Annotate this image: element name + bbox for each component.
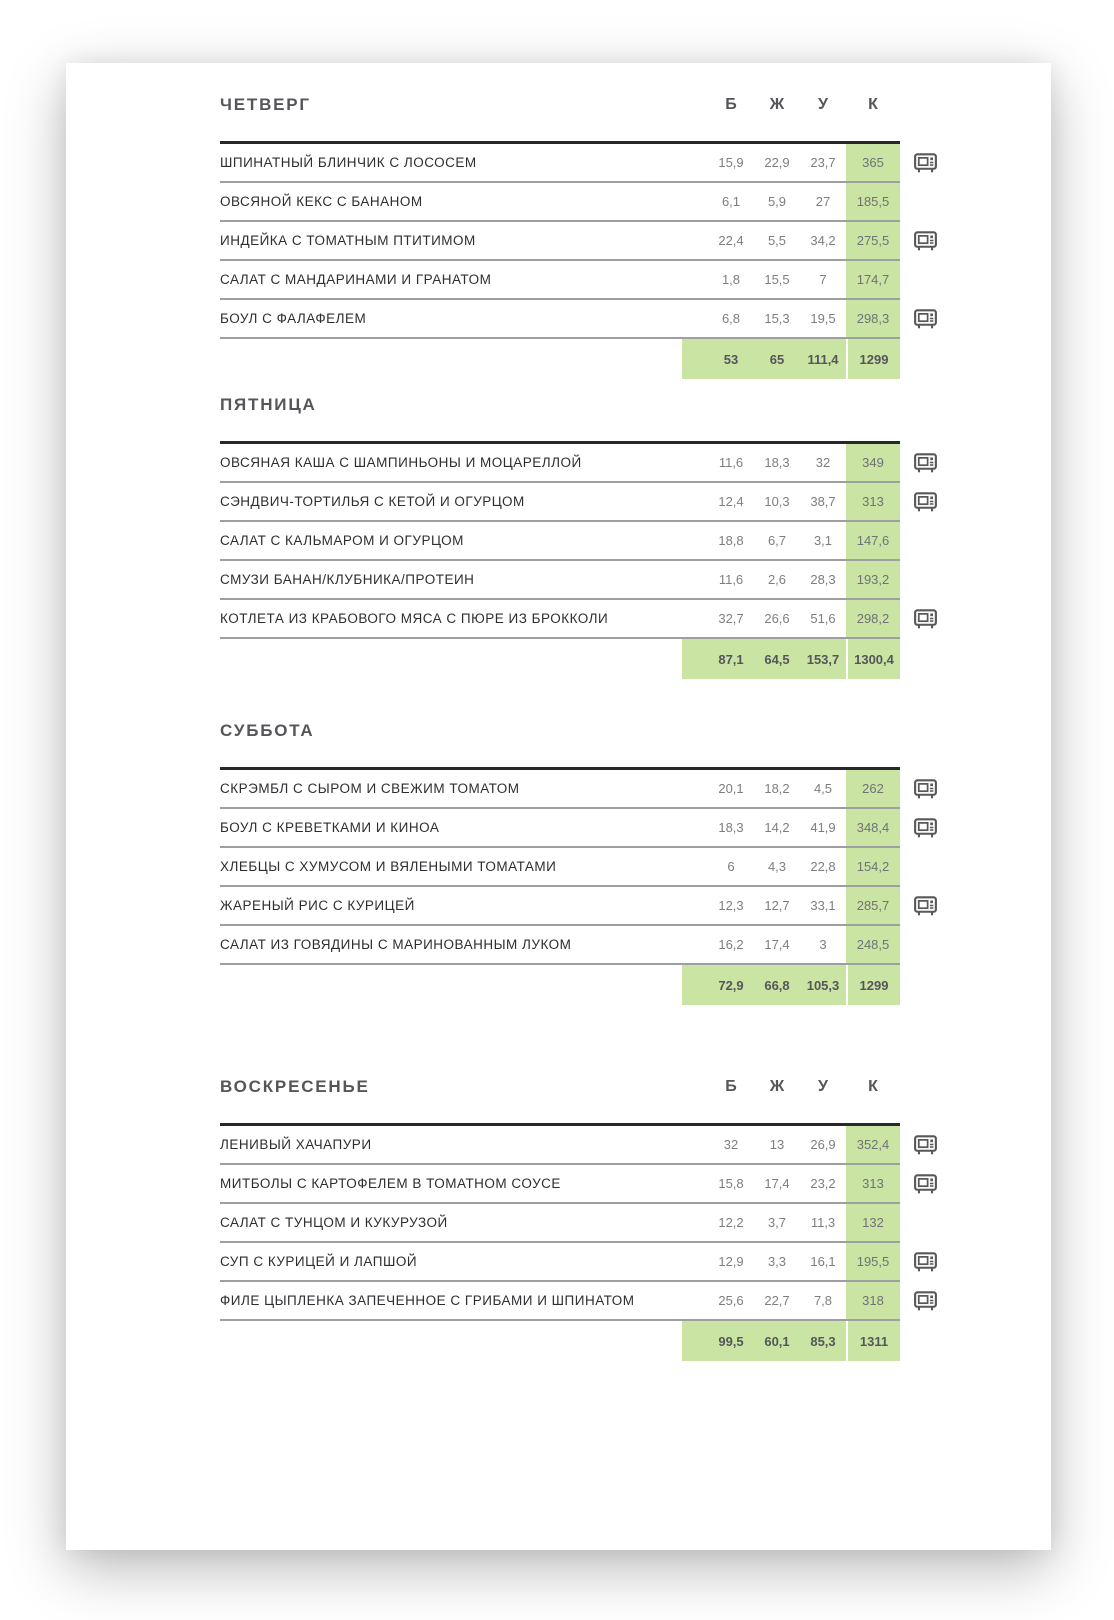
protein-value: 22,4	[718, 233, 744, 248]
calories-value: 147,6	[846, 522, 900, 559]
col-head-fat: Ж	[769, 96, 785, 113]
day-totals-row	[220, 965, 900, 1005]
meal-table	[220, 141, 900, 339]
col-head-fat: Ж	[769, 1078, 785, 1095]
calories-value: 348,4	[846, 809, 900, 846]
dish-name: СУП С КУРИЦЕЙ И ЛАПШОЙ	[220, 1254, 418, 1269]
calories-value: 318	[846, 1282, 900, 1319]
meal-row	[220, 600, 900, 639]
dish-name: БОУЛ С ФАЛАФЕЛЕМ	[220, 311, 367, 326]
carbs-value: 23,7	[810, 155, 836, 170]
calories-value: 174,7	[846, 261, 900, 298]
total-calories: 1311	[848, 1321, 900, 1361]
fat-value: 12,7	[764, 898, 790, 913]
calories-value: 313	[846, 483, 900, 520]
total-protein: 87,1	[718, 651, 744, 667]
dish-name: САЛАТ ИЗ ГОВЯДИНЫ С МАРИНОВАННЫМ ЛУКОМ	[220, 937, 572, 952]
dish-name: ФИЛЕ ЦЫПЛЕНКА ЗАПЕЧЕННОЕ С ГРИБАМИ И ШПИНАТОМ	[220, 1293, 635, 1308]
total-calories: 1299	[848, 965, 900, 1005]
protein-value: 16,2	[718, 937, 744, 952]
fat-value: 5,5	[767, 233, 787, 248]
protein-value: 11,6	[718, 572, 744, 587]
dish-name: КОТЛЕТА ИЗ КРАБОВОГО МЯСА С ПЮРЕ ИЗ БРОККОЛИ	[220, 611, 609, 626]
meal-row	[220, 561, 900, 600]
microwave-icon	[912, 228, 938, 254]
microwave-icon	[912, 815, 938, 841]
sheet-content	[66, 63, 1051, 1361]
fat-value: 17,4	[764, 1176, 790, 1191]
totals-highlight	[682, 339, 846, 379]
meal-row	[220, 300, 900, 339]
meal-table	[220, 767, 900, 965]
fat-value: 4,3	[767, 859, 787, 874]
meal-row	[220, 1126, 900, 1165]
meal-row	[220, 809, 900, 848]
dish-name: СМУЗИ БАНАН/КЛУБНИКА/ПРОТЕИН	[220, 572, 475, 587]
calories-value: 298,3	[846, 300, 900, 337]
meal-row	[220, 222, 900, 261]
calories-value: 285,7	[846, 887, 900, 924]
col-head-protein: Б	[725, 96, 737, 113]
totals-highlight	[682, 965, 846, 1005]
microwave-icon	[912, 1288, 938, 1314]
carbs-value: 33,1	[810, 898, 836, 913]
carbs-value: 27	[815, 194, 831, 209]
dish-name: СЭНДВИЧ-ТОРТИЛЬЯ С КЕТОЙ И ОГУРЦОМ	[220, 494, 525, 509]
carbs-value: 34,2	[810, 233, 836, 248]
calories-value: 262	[846, 770, 900, 807]
meal-row	[220, 522, 900, 561]
day-totals-row	[220, 1321, 900, 1361]
calories-value: 195,5	[846, 1243, 900, 1280]
meal-row	[220, 770, 900, 809]
carbs-value: 4,5	[813, 781, 833, 796]
protein-value: 6	[727, 859, 735, 874]
carbs-value: 19,5	[810, 311, 836, 326]
fat-value: 17,4	[764, 937, 790, 952]
day-section-friday	[220, 393, 940, 679]
protein-value: 18,8	[718, 533, 744, 548]
carbs-value: 3,1	[813, 533, 833, 548]
meal-row	[220, 1165, 900, 1204]
protein-value: 15,9	[718, 155, 744, 170]
day-section-sunday	[220, 1075, 940, 1361]
protein-value: 11,6	[718, 455, 744, 470]
total-protein: 99,5	[718, 1333, 744, 1349]
dish-name: САЛАТ С КАЛЬМАРОМ И ОГУРЦОМ	[220, 533, 464, 548]
fat-value: 13	[769, 1137, 785, 1152]
carbs-value: 26,9	[810, 1137, 836, 1152]
col-head-carbs: У	[818, 1078, 828, 1095]
fat-value: 15,5	[764, 272, 790, 287]
protein-value: 6,1	[721, 194, 741, 209]
total-fat: 60,1	[764, 1333, 790, 1349]
carbs-value: 7	[819, 272, 827, 287]
fat-value: 3,3	[767, 1254, 787, 1269]
fat-value: 22,9	[764, 155, 790, 170]
calories-value: 352,4	[846, 1126, 900, 1163]
meal-row	[220, 887, 900, 926]
day-title: ПЯТНИЦА	[220, 395, 317, 414]
dish-name: СКРЭМБЛ С СЫРОМ И СВЕЖИМ ТОМАТОМ	[220, 781, 520, 796]
col-head-calories: К	[868, 96, 878, 113]
protein-value: 1,8	[721, 272, 741, 287]
fat-value: 26,6	[764, 611, 790, 626]
calories-value: 298,2	[846, 600, 900, 637]
total-fat: 66,8	[764, 977, 790, 993]
fat-value: 10,3	[764, 494, 790, 509]
microwave-icon	[912, 606, 938, 632]
carbs-value: 22,8	[810, 859, 836, 874]
meal-row	[220, 1204, 900, 1243]
fat-value: 2,6	[767, 572, 787, 587]
meal-row	[220, 483, 900, 522]
day-section-saturday	[220, 719, 940, 1005]
microwave-icon	[912, 1249, 938, 1275]
meal-row	[220, 1282, 900, 1321]
carbs-value: 38,7	[810, 494, 836, 509]
col-head-protein: Б	[725, 1078, 737, 1095]
protein-value: 25,6	[718, 1293, 744, 1308]
dish-name: ОВСЯНАЯ КАША С ШАМПИНЬОНЫ И МОЦАРЕЛЛОЙ	[220, 455, 582, 470]
carbs-value: 32	[815, 455, 831, 470]
protein-value: 15,8	[718, 1176, 744, 1191]
protein-value: 12,4	[718, 494, 744, 509]
meal-table	[220, 1123, 900, 1321]
col-head-carbs: У	[818, 96, 828, 113]
day-title: ЧЕТВЕРГ	[220, 95, 311, 114]
day-header	[220, 393, 900, 417]
meal-row	[220, 444, 900, 483]
calories-value: 132	[846, 1204, 900, 1241]
dish-name: ШПИНАТНЫЙ БЛИНЧИК С ЛОСОСЕМ	[220, 155, 477, 170]
microwave-icon	[912, 489, 938, 515]
total-calories: 1300,4	[848, 639, 900, 679]
fat-value: 18,3	[764, 455, 790, 470]
protein-value: 12,3	[718, 898, 744, 913]
col-head-calories: К	[868, 1078, 878, 1095]
dish-name: ХЛЕБЦЫ С ХУМУСОМ И ВЯЛЕНЫМИ ТОМАТАМИ	[220, 859, 557, 874]
meal-row	[220, 926, 900, 965]
total-protein: 72,9	[718, 977, 744, 993]
carbs-value: 16,1	[810, 1254, 836, 1269]
fat-value: 22,7	[764, 1293, 790, 1308]
dish-name: МИТБОЛЫ С КАРТОФЕЛЕМ В ТОМАТНОМ СОУСЕ	[220, 1176, 561, 1191]
meal-row	[220, 183, 900, 222]
protein-value: 12,2	[718, 1215, 744, 1230]
fat-value: 14,2	[764, 820, 790, 835]
dish-name: САЛАТ С ТУНЦОМ И КУКУРУЗОЙ	[220, 1215, 448, 1230]
protein-value: 32,7	[718, 611, 744, 626]
microwave-icon	[912, 1132, 938, 1158]
totals-highlight	[682, 1321, 846, 1361]
calories-value: 193,2	[846, 561, 900, 598]
calories-value: 154,2	[846, 848, 900, 885]
carbs-value: 3	[819, 937, 827, 952]
protein-value: 18,3	[718, 820, 744, 835]
protein-value: 12,9	[718, 1254, 744, 1269]
total-fat: 64,5	[764, 651, 790, 667]
total-carbs: 111,4	[807, 351, 839, 367]
calories-value: 365	[846, 144, 900, 181]
carbs-value: 41,9	[810, 820, 836, 835]
day-section-thursday	[220, 93, 940, 379]
day-header	[220, 93, 900, 117]
day-header	[220, 1075, 900, 1099]
dish-name: ОВСЯНОЙ КЕКС С БАНАНОМ	[220, 194, 423, 209]
calories-value: 275,5	[846, 222, 900, 259]
carbs-value: 51,6	[810, 611, 836, 626]
meal-row	[220, 848, 900, 887]
microwave-icon	[912, 150, 938, 176]
day-title: ВОСКРЕСЕНЬЕ	[220, 1077, 370, 1096]
total-carbs: 105,3	[806, 977, 840, 993]
totals-highlight	[682, 639, 846, 679]
fat-value: 6,7	[767, 533, 787, 548]
carbs-value: 7,8	[813, 1293, 833, 1308]
meal-table	[220, 441, 900, 639]
fat-value: 5,9	[767, 194, 787, 209]
protein-value: 32	[723, 1137, 739, 1152]
dish-name: БОУЛ С КРЕВЕТКАМИ И КИНОА	[220, 820, 440, 835]
total-protein: 53	[723, 351, 739, 367]
calories-value: 349	[846, 444, 900, 481]
fat-value: 3,7	[767, 1215, 787, 1230]
carbs-value: 28,3	[810, 572, 836, 587]
protein-value: 20,1	[718, 781, 744, 796]
microwave-icon	[912, 776, 938, 802]
microwave-icon	[912, 1171, 938, 1197]
dish-name: ЖАРЕНЫЙ РИС С КУРИЦЕЙ	[220, 898, 415, 913]
microwave-icon	[912, 893, 938, 919]
day-totals-row	[220, 339, 900, 379]
meal-row	[220, 1243, 900, 1282]
carbs-value: 11,3	[810, 1215, 836, 1230]
protein-value: 6,8	[721, 311, 741, 326]
calories-value: 248,5	[846, 926, 900, 963]
dish-name: ЛЕНИВЫЙ ХАЧАПУРИ	[220, 1137, 372, 1152]
day-totals-row	[220, 639, 900, 679]
total-carbs: 153,7	[806, 651, 840, 667]
meal-row	[220, 261, 900, 300]
fat-value: 18,2	[764, 781, 790, 796]
total-fat: 65	[769, 351, 785, 367]
day-title: СУББОТА	[220, 721, 315, 740]
calories-value: 313	[846, 1165, 900, 1202]
day-header	[220, 719, 900, 743]
meal-row	[220, 144, 900, 183]
microwave-icon	[912, 306, 938, 332]
meal-plan-sheet	[66, 63, 1051, 1550]
microwave-icon	[912, 450, 938, 476]
fat-value: 15,3	[764, 311, 790, 326]
dish-name: ИНДЕЙКА С ТОМАТНЫМ ПТИТИМОМ	[220, 233, 476, 248]
total-calories: 1299	[848, 339, 900, 379]
total-carbs: 85,3	[810, 1333, 836, 1349]
carbs-value: 23,2	[810, 1176, 836, 1191]
calories-value: 185,5	[846, 183, 900, 220]
dish-name: САЛАТ С МАНДАРИНАМИ И ГРАНАТОМ	[220, 272, 492, 287]
